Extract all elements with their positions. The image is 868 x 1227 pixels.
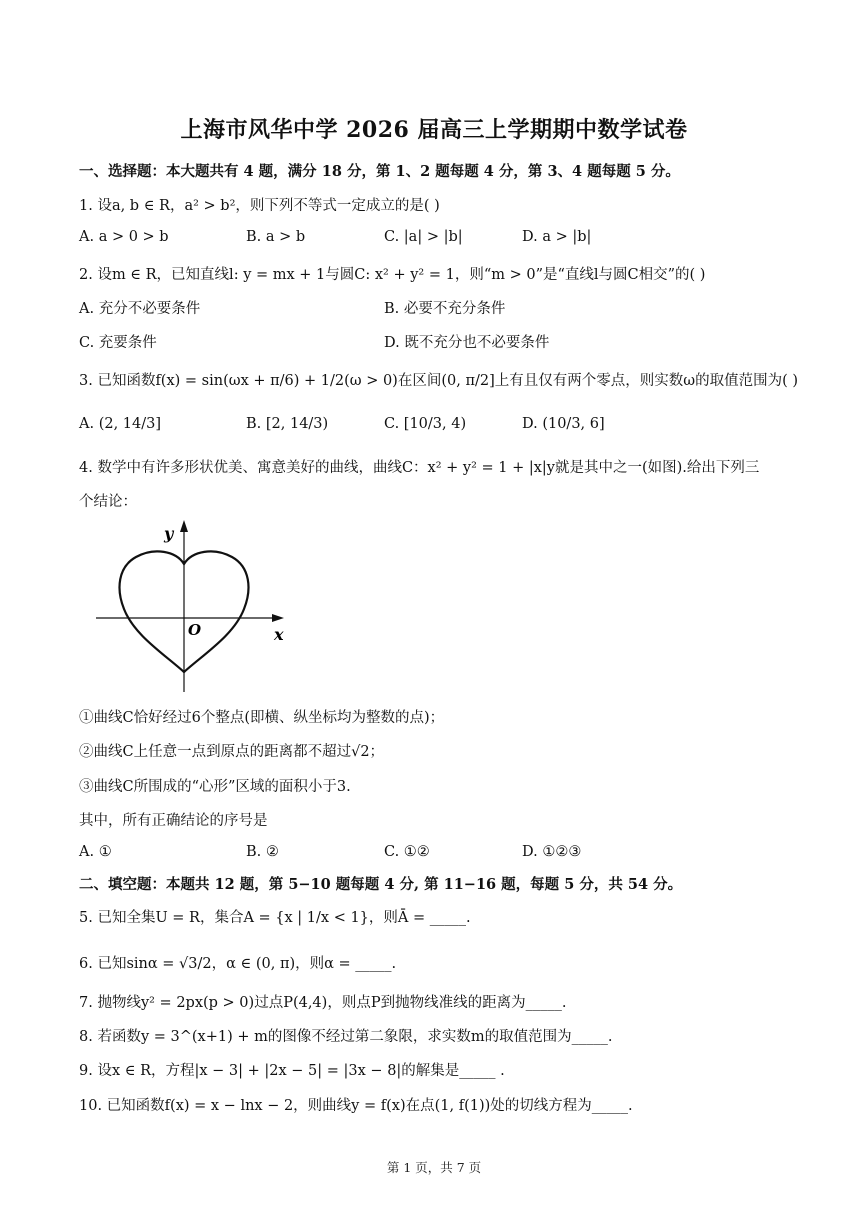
heart-curve-figure — [94, 517, 294, 695]
question-1-option-d: D. a > |b| — [522, 229, 592, 245]
question-4-option-b: B. ② — [246, 844, 279, 860]
question-1-option-b: B. a > b — [246, 229, 306, 245]
question-4-conclusion-2: ②曲线C上任意一点到原点的距离都不超过√2； — [79, 744, 385, 760]
question-2-option-d: D. 既不充分也不必要条件 — [384, 335, 550, 351]
question-6: 6. 已知sinα = √3/2，α ∈ (0, π)，则α = _____. — [79, 956, 397, 972]
question-4-option-d: D. ①②③ — [522, 844, 582, 860]
y-axis-arrow-icon — [180, 520, 188, 532]
question-3-option-d: D. (10/3, 6] — [522, 416, 605, 432]
question-4-stem-line-2: 个结论： — [79, 494, 137, 510]
question-2-option-c: C. 充要条件 — [79, 335, 157, 351]
question-1-stem: 1. 设a, b ∈ R，a² > b²，则下列不等式一定成立的是( ) — [79, 198, 440, 214]
question-10: 10. 已知函数f(x) = x − lnx − 2，则曲线y = f(x)在点(1, f(1))处的切线方程为_____. — [79, 1098, 633, 1114]
page-title: 上海市风华中学 2026 届高三上学期期中数学试卷 — [180, 117, 688, 143]
question-4-stem-line-1: 4. 数学中有许多形状优美、寓意美好的曲线，曲线C：x² + y² = 1 + |x|y就是其中之一(如图).给出下列三 — [79, 460, 760, 476]
question-8: 8. 若函数y = 3^(x+1) + m的图像不经过第二象限，求实数m的取值范围为_____. — [79, 1029, 613, 1045]
question-4-conclusion-3: ③曲线C所围成的“心形”区域的面积小于3. — [79, 779, 351, 795]
question-4-ask: 其中，所有正确结论的序号是 — [79, 813, 268, 829]
y-axis-label: y — [164, 524, 174, 543]
question-4-option-a: A. ① — [79, 844, 112, 860]
question-2-option-b: B. 必要不充分条件 — [384, 301, 506, 317]
question-5: 5. 已知全集U = R，集合A = {x | 1/x < 1}，则Ā = _____. — [79, 910, 471, 926]
question-1-option-a: A. a > 0 > b — [79, 229, 169, 245]
question-7: 7. 抛物线y² = 2px(p > 0)过点P(4,4)，则点P到抛物线准线的距离为_____. — [79, 995, 567, 1011]
question-4-conclusion-1: ①曲线C恰好经过6个整点(即横、纵坐标均为整数的点)； — [79, 710, 445, 726]
question-2-stem: 2. 设m ∈ R，已知直线l: y = mx + 1与圆C: x² + y² = 1，则“m > 0”是“直线l与圆C相交”的( ) — [79, 267, 706, 283]
page-footer: 第 1 页，共 7 页 — [386, 1160, 482, 1175]
question-9: 9. 设x ∈ R，方程|x − 3| + |2x − 5| = |3x − 8|的解集是_____ . — [79, 1063, 505, 1079]
question-3-option-c: C. [10/3, 4) — [384, 416, 467, 432]
question-3-option-a: A. (2, 14/3] — [79, 416, 162, 432]
question-3-stem: 3. 已知函数f(x) = sin(ωx + π/6) + 1/2(ω > 0)在区间(0, π/2]上有且仅有两个零点，则实数ω的取值范围为( ) — [79, 373, 798, 389]
question-3-option-b: B. [2, 14/3) — [246, 416, 329, 432]
section-heading-fill-in: 二、填空题：本题共 12 题，第 5−10 题每题 4 分, 第 11−16 题，每题 5 分，共 54 分。 — [79, 876, 683, 893]
x-axis-label: x — [274, 625, 284, 644]
question-2-option-a: A. 充分不必要条件 — [79, 301, 201, 317]
origin-label: O — [188, 621, 202, 639]
question-4-option-c: C. ①② — [384, 844, 430, 860]
x-axis-arrow-icon — [272, 614, 284, 622]
question-1-option-c: C. |a| > |b| — [384, 229, 463, 245]
section-heading-choice: 一、选择题：本大题共有 4 题，满分 18 分，第 1、2 题每题 4 分，第 3、4 题每题 5 分。 — [79, 163, 680, 180]
